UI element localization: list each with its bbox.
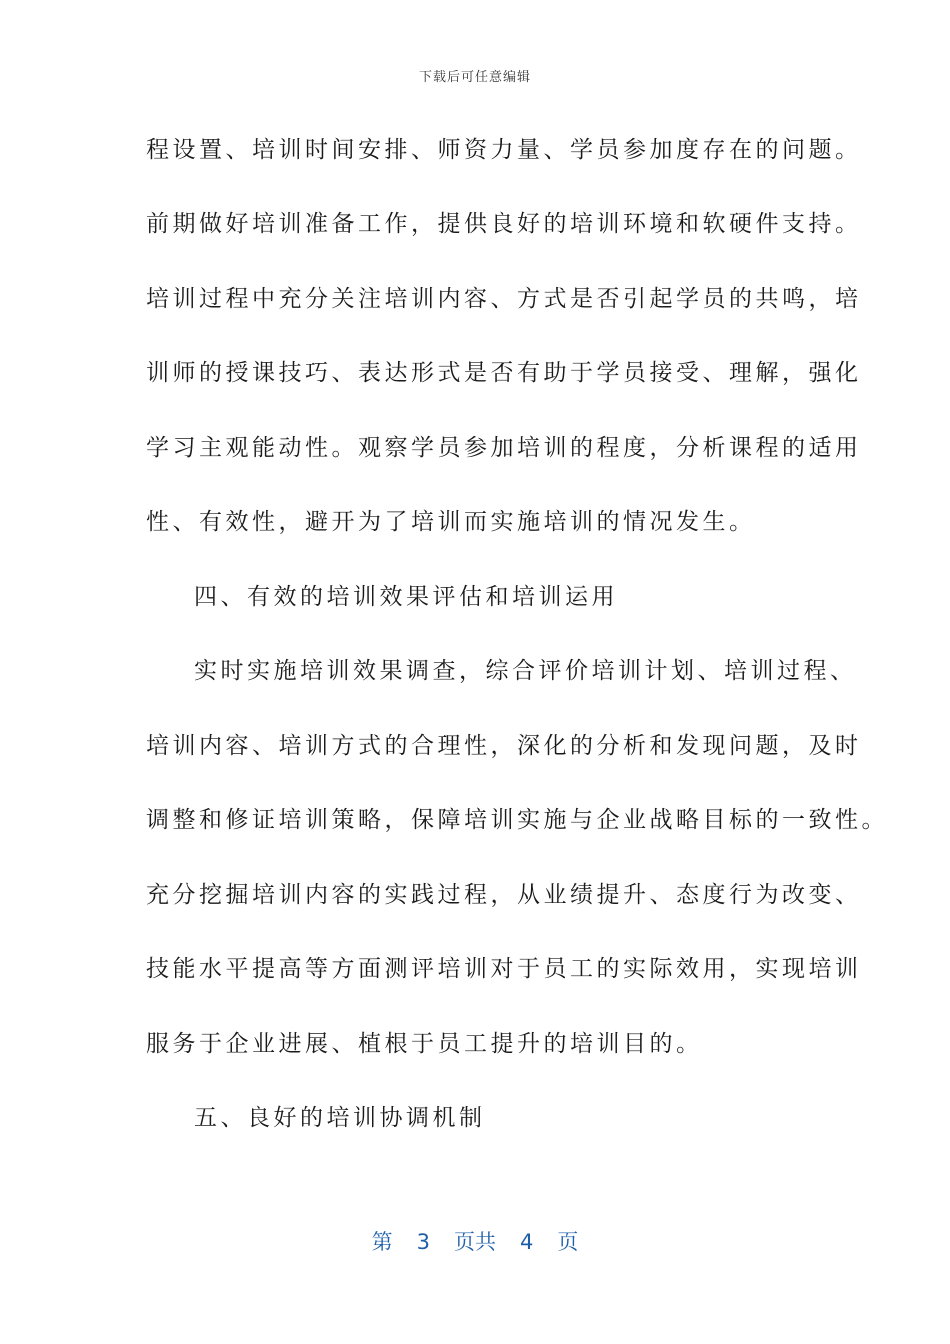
footer-total-pages: 4 xyxy=(520,1230,534,1254)
paragraph-line: 技能水平提高等方面测评培训对于员工的实际效用，实现培训 xyxy=(146,956,862,982)
paragraph-line: 性、有效性，避开为了培训而实施培训的情况发生。 xyxy=(146,509,756,535)
paragraph-line: 培训内容、培训方式的合理性，深化的分析和发现问题，及时 xyxy=(146,733,862,759)
paragraph-line: 程设置、培训时间安排、师资力量、学员参加度存在的问题。 xyxy=(146,137,862,163)
paragraph-line: 充分挖掘培训内容的实践过程，从业绩提升、态度行为改变、 xyxy=(146,882,862,908)
paragraph-line: 培训过程中充分关注培训内容、方式是否引起学员的共鸣，培 xyxy=(146,286,862,312)
footer-middle: 页共 xyxy=(454,1230,496,1254)
paragraph-line: 实时实施培训效果调查，综合评价培训计划、培训过程、 xyxy=(194,658,857,684)
page-header-note: 下载后可任意编辑 xyxy=(418,70,531,85)
paragraph-line: 调整和修证培训策略，保障培训实施与企业战略目标的一致性。 xyxy=(146,807,888,833)
paragraph-line: 前期做好培训准备工作，提供良好的培训环境和软硬件支持。 xyxy=(146,211,862,237)
section-heading: 五、良好的培训协调机制 xyxy=(194,1105,486,1131)
paragraph-line: 服务于企业进展、植根于员工提升的培训目的。 xyxy=(146,1031,703,1057)
footer-suffix: 页 xyxy=(557,1230,579,1254)
section-heading: 四、有效的培训效果评估和培训运用 xyxy=(194,584,618,610)
footer-current-page: 3 xyxy=(416,1230,430,1254)
paragraph-line: 训师的授课技巧、表达形式是否有助于学员接受、理解，强化 xyxy=(146,360,862,386)
paragraph-line: 学习主观能动性。观察学员参加培训的程度，分析课程的适用 xyxy=(146,435,862,461)
page-number-footer xyxy=(0,1226,950,1256)
footer-prefix: 第 xyxy=(371,1230,393,1254)
